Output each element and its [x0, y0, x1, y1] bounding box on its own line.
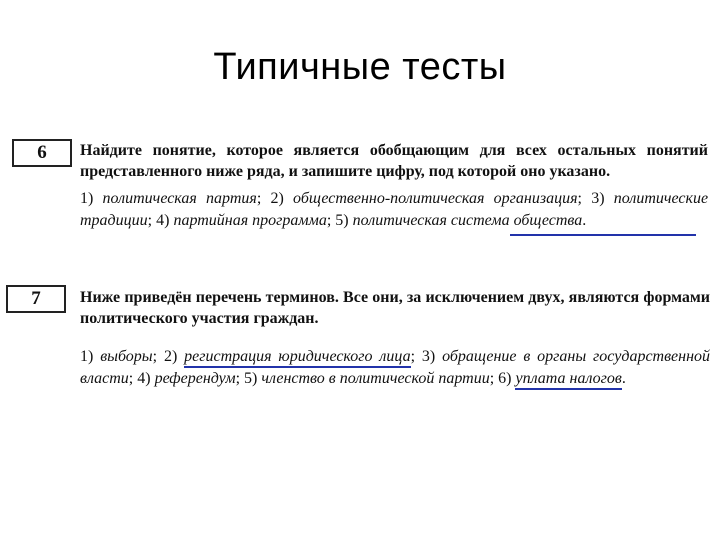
- question-number-7: 7: [31, 288, 41, 309]
- answer-underline-q6: [510, 234, 696, 236]
- question-7-stem: Ниже приведён перечень терминов. Все они, за исключением двух, являются формами политического участия граждан.: [80, 289, 710, 327]
- q7-option-3: 3) обращение в органы государственной власти;: [80, 348, 711, 387]
- q7-option-2: 2) регистрация юридического лица;: [164, 348, 415, 368]
- q6-option-5: 5) политическая система общества.: [335, 212, 587, 229]
- q7-option-5: 5) членство в политической партии;: [244, 370, 495, 387]
- question-7-options: [80, 346, 710, 390]
- q7-option-6: 6) уплата налогов.: [498, 370, 626, 390]
- q7-option-1: 1) выборы;: [80, 348, 158, 365]
- q6-option-3: 3) политические традиции;: [80, 190, 709, 229]
- question-6-options: [80, 188, 708, 232]
- question-6-stem: Найдите понятие, которое является обобщающим для всех остальных понятий представленного ниже ряда, и запишите цифру, под которой оно указано.: [80, 142, 708, 180]
- q6-option-1: 1) политическая партия;: [80, 190, 262, 207]
- q6-option-4: 4) партийная программа;: [156, 212, 332, 229]
- slide-title: Типичные тесты: [213, 46, 507, 88]
- q7-option-4: 4) референдум;: [137, 370, 241, 387]
- question-number-box-6: [12, 139, 72, 167]
- question-number-6: 6: [37, 142, 47, 163]
- q6-option-2: 2) общественно-политическая организация;: [270, 190, 582, 207]
- question-number-box-7: [6, 285, 66, 313]
